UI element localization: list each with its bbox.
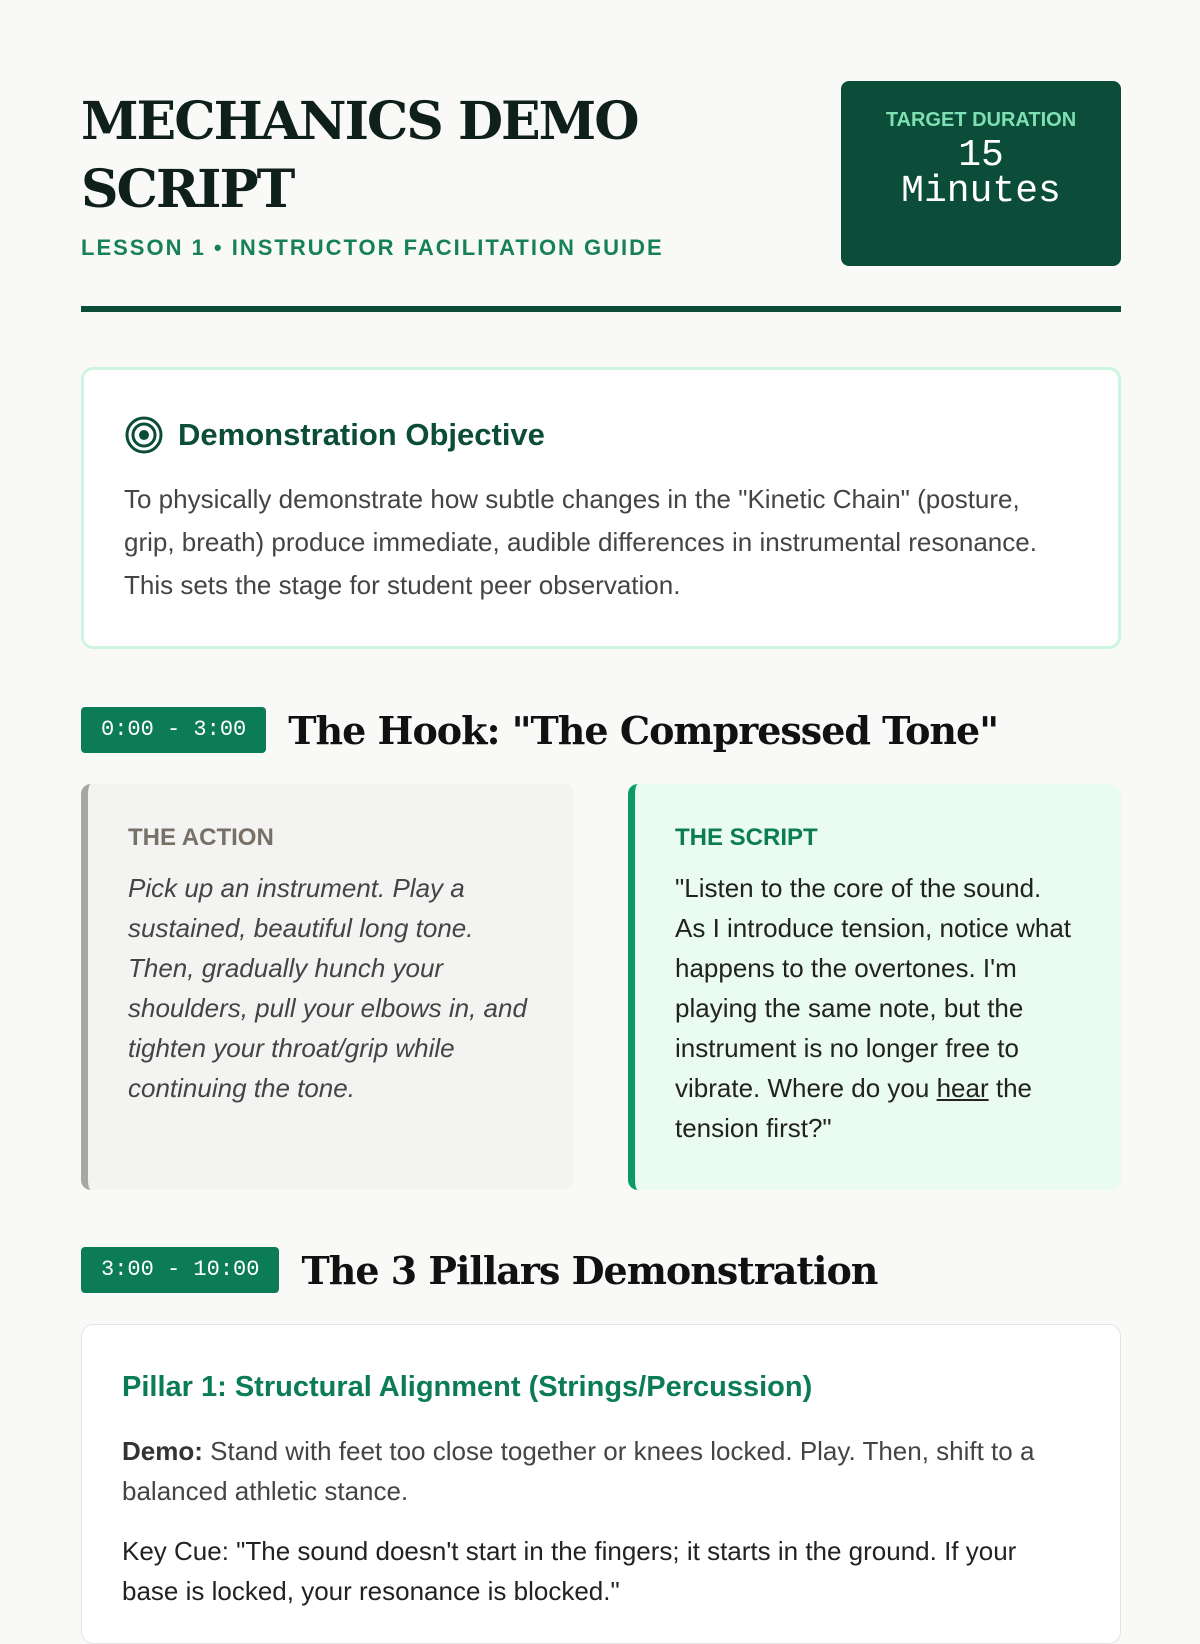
header-divider [81, 306, 1121, 312]
objective-title: Demonstration Objective [178, 417, 545, 452]
pillar-1-title: Pillar 1: Structural Alignment (Strings/Percussion) [122, 1371, 813, 1403]
pillar-1-key-cue: Key Cue: "The sound doesn't start in the fingers; it starts in the ground. If your base is locked, your resonance is blocked." [122, 1536, 1017, 1606]
header [81, 0, 1121, 318]
page [81, 0, 1121, 1606]
hook-section-header [81, 707, 998, 753]
page-title [81, 88, 721, 224]
pillar-1-demo-label: Demo: [122, 1436, 203, 1466]
script-panel [628, 784, 1121, 1190]
pillar-1-demo-text: Stand with feet too close together or knees locked. Play. Then, shift to a balanced athletic stance. [122, 1436, 1035, 1506]
pillar-1-demo [122, 1431, 1072, 1511]
action-text: Pick up an instrument. Play a sustained, beautiful long tone. Then, gradually hunch your shoulders, pull your elbows in, and tighten your throat/grip while continuing the tone. [128, 873, 527, 1103]
target-icon [124, 415, 164, 455]
page-title-line-1: MECHANICS DEMO [81, 91, 638, 152]
objective-card [81, 367, 1121, 649]
action-label: THE ACTION [128, 824, 274, 851]
page-subtitle: LESSON 1 • INSTRUCTOR FACILITATION GUIDE [81, 235, 664, 260]
target-duration-box [841, 81, 1121, 266]
objective-text: To physically demonstrate how subtle changes in the "Kinetic Chain" (posture, grip, breath) produce immediate, audible differences in instrumental resonance. This sets the stage for student peer observation. [124, 484, 1037, 600]
objective-header [124, 415, 545, 455]
script-label: THE SCRIPT [675, 824, 818, 851]
action-panel [81, 784, 574, 1190]
page-title-line-2: SCRIPT [81, 159, 294, 220]
pillars-section-header [81, 1247, 877, 1293]
target-duration-value: 15 Minutes [901, 134, 1061, 213]
pillars-time-badge: 3:00 - 10:00 [81, 1247, 279, 1293]
script-text-start: "Listen to the core of the sound. As I introduce tension, notice what happens to the overtones. I'm playing the same note, but the instrument is no longer free to vibrate. Where do you [675, 873, 1072, 1103]
pillars-section-title: The 3 Pillars Demonstration [301, 1247, 878, 1293]
hook-section-title: The Hook: "The Compressed Tone" [288, 707, 999, 753]
script-text-emphasis: hear [936, 1073, 989, 1103]
script-text [675, 868, 1075, 1148]
hook-time-badge: 0:00 - 3:00 [81, 707, 266, 753]
pillar-1-card [81, 1324, 1121, 1644]
script-text-end: the tension first?" [675, 1073, 1032, 1143]
target-duration-label: TARGET DURATION [885, 109, 1077, 131]
